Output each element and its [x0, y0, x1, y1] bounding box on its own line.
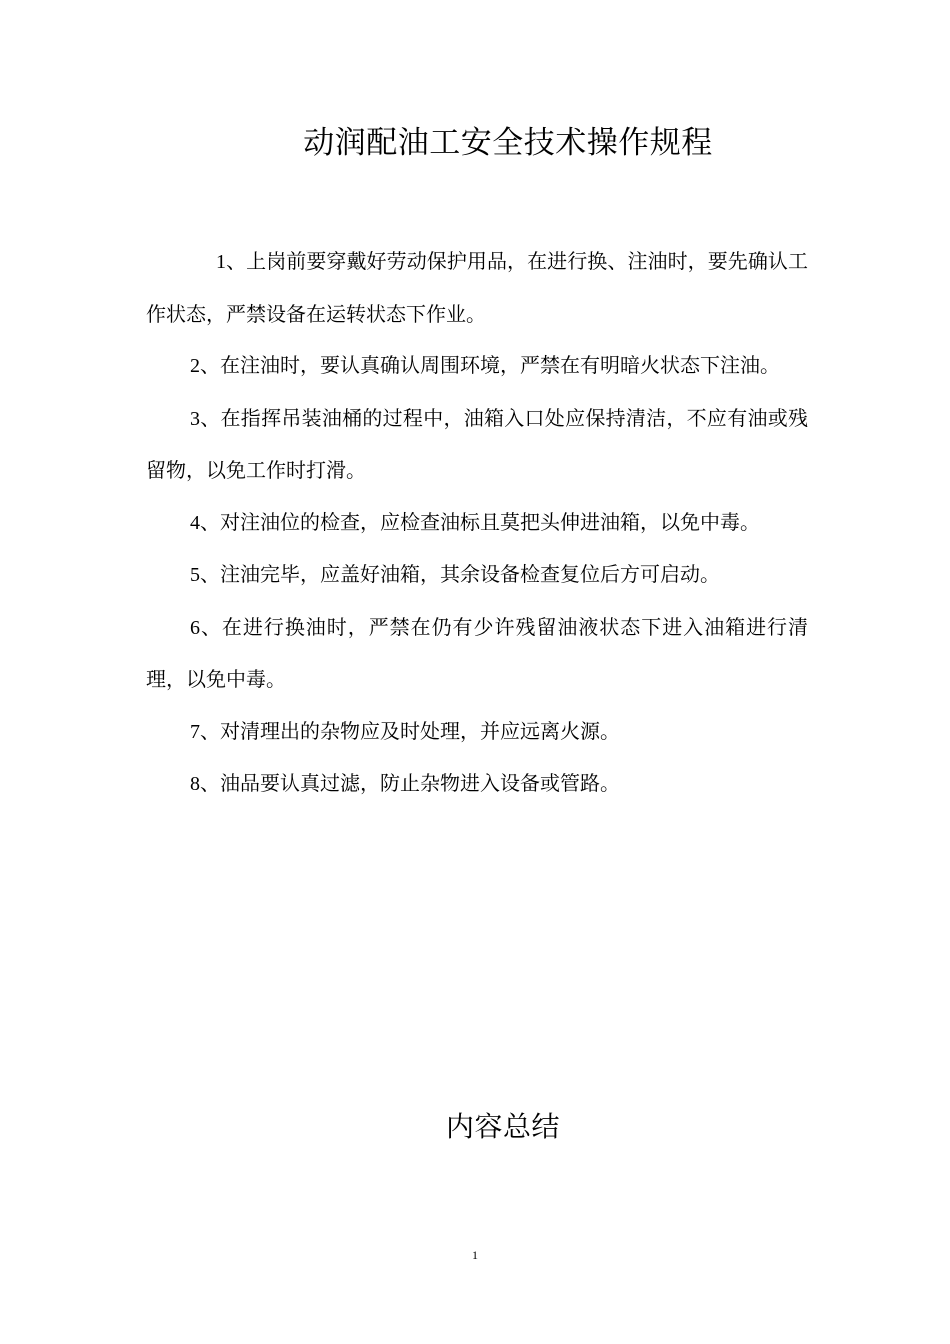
item-text: 、上岗前要穿戴好劳动保护用品，在进行换、注油时，要先确认工作状态，严禁设备在运转状态下作业。 [146, 249, 808, 326]
page-number: 1 [472, 1248, 478, 1262]
item-text: 、油品要认真过滤，防止杂物进入设备或管路。 [200, 771, 620, 795]
list-item [146, 497, 808, 550]
item-text: 、在注油时，要认真确认周围环境，严禁在有明暗火状态下注油。 [200, 353, 780, 377]
item-number: 4 [190, 511, 200, 534]
item-text: 、对清理出的杂物应及时处理，并应远离火源。 [200, 718, 620, 743]
item-number: 6 [190, 616, 200, 639]
list-item [146, 758, 808, 811]
list-item [146, 602, 808, 706]
list-item [146, 340, 808, 393]
regulation-list [146, 236, 808, 811]
item-text: 、在指挥吊装油桶的过程中，油箱入口处应保持清洁，不应有油或残留物，以免工作时打滑。 [146, 405, 808, 482]
list-item [146, 236, 808, 340]
page-title: 动润配油工安全技术操作规程 [303, 125, 713, 161]
list-item [146, 393, 808, 497]
item-number: 7 [190, 720, 200, 743]
item-text: 、对注油位的检查，应检查油标且莫把头伸进油箱，以免中毒。 [200, 509, 760, 534]
item-number: 8 [190, 773, 200, 795]
summary-heading: 内容总结 [446, 1110, 561, 1143]
list-item [146, 706, 808, 759]
item-number: 2 [190, 355, 200, 377]
item-number: 3 [190, 407, 200, 430]
item-number: 1 [216, 251, 226, 273]
item-number: 5 [190, 564, 200, 586]
item-text: 、在进行换油时，严禁在仍有少许残留油液状态下进入油箱进行清理，以免中毒。 [146, 614, 808, 691]
item-text: 、注油完毕，应盖好油箱，其余设备检查复位后方可启动。 [200, 562, 720, 586]
list-item [146, 549, 808, 602]
